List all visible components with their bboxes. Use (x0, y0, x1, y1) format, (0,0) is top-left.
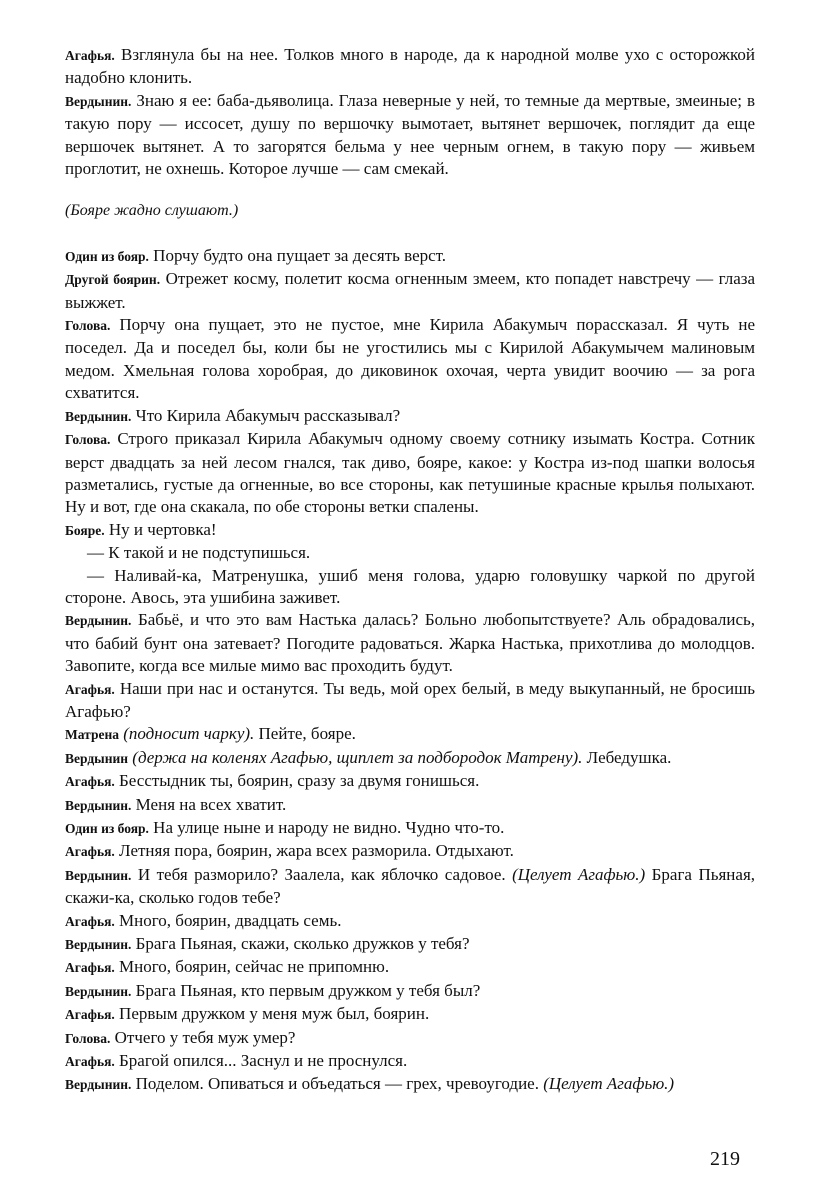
speech (65, 268, 755, 314)
speech-text: Знаю я ее: баба-дьяволица. Глаза неверные у ней, то темные да мертвые, змеиные; в такую пору — иссосет, душу по вершочку вымотает, вытянет вершочек, поглядит да еще вершочек вытянет. А то загорятся бельма у нее черным огнем, в такую пору — живьем проглотит, не охнешь. Которое лучше — сам смекай. (65, 90, 756, 179)
speaker-name: Один из бояр. (65, 248, 149, 264)
speech-text: Много, боярин, сейчас не припомню. (119, 957, 390, 977)
speech-text: Ну и чертовка! (108, 519, 217, 539)
speech-text: Брага Пьяная, скажи, сколько дружков у тебя? (135, 934, 470, 954)
speaker-name: Агафья. (65, 844, 115, 860)
speech-continuation: — К такой и не подступишься. (87, 543, 311, 563)
speech-text: Бесстыдник ты, боярин, сразу за двумя гонишься. (119, 771, 480, 791)
speech (65, 428, 755, 519)
speech-text: И тебя разморило? Заалела, как яблочко садовое. (137, 864, 506, 884)
speaker-direction: (держа на коленях Агафью, щиплет за подбородок Матрену). (132, 747, 583, 767)
speech-text: Что Кирила Абакумыч рассказывал? (135, 405, 401, 425)
stage-direction: (Бояре жадно слушают.) (65, 202, 239, 220)
speech (65, 723, 755, 746)
speech (65, 794, 755, 817)
speech (65, 980, 755, 1003)
speech-text: Первым дружком у меня муж был, боярин. (119, 1004, 430, 1024)
speaker-name: Вердынин. (65, 867, 132, 883)
speech-text: Наши при нас и останутся. Ты ведь, мой орех белый, в меду выкупанный, не бросишь Агафью? (65, 678, 755, 721)
speech-text: Меня на всех хватит. (135, 794, 287, 814)
speech (65, 314, 755, 405)
inline-stage-direction: (Целует Агафью.) (543, 1074, 675, 1094)
speaker-name: Агафья. (65, 913, 115, 929)
speech (65, 90, 755, 181)
speaker-name: Вердынин. (65, 797, 132, 813)
speech (65, 519, 755, 542)
speech-text: Много, боярин, двадцать семь. (119, 910, 342, 930)
speech-text: Отчего у тебя муж умер? (114, 1027, 296, 1047)
speech (65, 1027, 755, 1050)
speaker-name: Вердынин (65, 750, 129, 766)
speech (65, 1073, 755, 1096)
speech (65, 910, 755, 933)
speaker-name: Вердынин. (65, 983, 132, 999)
speaker-name: Бояре. (65, 522, 105, 538)
speech-text: Пейте, бояре. (258, 724, 356, 744)
speaker-name: Агафья. (65, 1007, 115, 1023)
speech (65, 864, 755, 910)
speaker-name: Вердынин. (65, 93, 132, 109)
speech (65, 405, 755, 428)
speech (65, 747, 755, 770)
speech-text: Порчу будто она пущает за десять верст. (153, 245, 447, 265)
speaker-name: Вердынин. (65, 408, 132, 424)
speech-text: Порчу она пущает, это не пустое, мне Кирила Абакумыч порассказал. Я чуть не поседел. Да и поседел бы, коли бы не угостились мы с Кирилой Абакумычем малиновым медом. Хмельная голова хоробрая, до диковинок охочая, черта увидит воочию — за рога схватится. (65, 315, 755, 403)
speech-text: На улице ныне и народу не видно. Чудно что-то. (153, 818, 505, 837)
speaker-name: Агафья. (65, 960, 115, 976)
page-number: 219 (710, 1148, 740, 1170)
speech (65, 840, 755, 863)
speech-continuation: — Наливай-ка, Матренушка, ушиб меня голова, ударю головушку чаркой по другой стороне. Авось, эта ушибина заживет. (65, 565, 755, 607)
speech (65, 678, 755, 724)
inline-stage-direction: (Целует Агафью.) (512, 864, 646, 884)
speech-text: Бабьё, и что это вам Настька далась? Больно любопытствуете? Аль обрадовались, что бабий бунт она затевает? Погодите радоваться. Жарка Настька, прихотлива до молодцов. Завопите, когда все милые мимо вас проходить будут. (65, 610, 756, 676)
speech (65, 245, 755, 268)
speaker-name: Агафья. (65, 1054, 115, 1070)
speech (65, 956, 755, 979)
speaker-name: Агафья. (65, 48, 115, 63)
speech-text: Отрежет косму, полетит косма огненным змеем, кто попадет навстречу — глаза выжжет. (65, 269, 755, 312)
speech-text: Брагой опился... Заснул и не проснулся. (119, 1051, 408, 1071)
speaker-name: Агафья. (65, 681, 115, 697)
speaker-name: Вердынин. (65, 613, 132, 629)
speaker-name: Агафья. (65, 774, 115, 790)
speech (65, 1003, 755, 1026)
speech (65, 1050, 755, 1073)
speech (65, 770, 755, 793)
document-body (65, 44, 755, 1097)
speaker-name: Один из бояр. (65, 821, 149, 836)
speech-text: Взглянула бы на нее. Толков много в народе, да к народной молве ухо с осторожкой надобно клонить. (65, 45, 755, 88)
speech (65, 817, 755, 840)
speech-text: Брага Пьяная, кто первым дружком у тебя был? (135, 980, 481, 1000)
speech-text: Летняя пора, боярин, жара всех разморила. Отдыхают. (119, 841, 514, 861)
speech-text: Лебедушка. (586, 747, 672, 767)
speaker-name: Голова. (65, 318, 111, 334)
speaker-direction: (подносит чарку). (123, 724, 255, 744)
speech (65, 609, 755, 677)
speech (65, 933, 755, 956)
speaker-name: Голова. (65, 1030, 111, 1046)
speech-text: Поделом. Опиваться и объедаться — грех, чревоугодие. (135, 1074, 539, 1094)
speech (65, 44, 755, 90)
speaker-name: Матрена (65, 727, 119, 743)
speaker-name: Вердынин. (65, 1077, 132, 1093)
speech-text: Строго приказал Кирила Абакумыч одному своему сотнику изымать Костра. Сотник верст двадцать за ней лесом гнался, так диво, бояре, какое: у Костра из-под шапки волосья разметались, густые да огненные, во все стороны, как петушиные красные крылья полыхают. Ну и вот, где она скакала, по обе стороны ветки спалены. (65, 429, 756, 517)
speech-text: Брага Пьяная, скажи-ка, сколько годов тебе? (65, 864, 756, 908)
speaker-name: Голова. (65, 432, 111, 448)
speaker-name: Другой боярин. (65, 272, 161, 288)
speaker-name: Вердынин. (65, 937, 132, 953)
